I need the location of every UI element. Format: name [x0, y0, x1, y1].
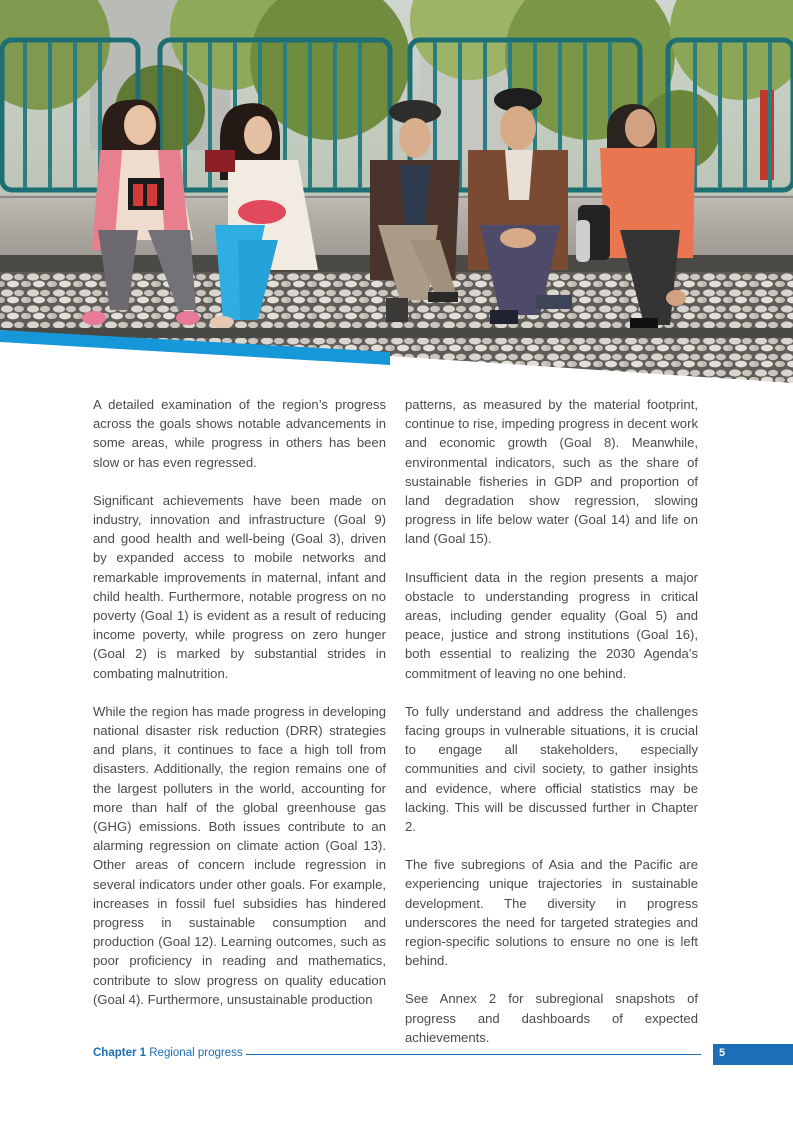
- paragraph: To fully understand and address the challenges facing groups in vulnerable situations, it is crucial to engage all stakeholders, especially communities and civil society, to gather insights and evidence, where official statistics may be lacking. This will be discussed further in Chapter 2.: [405, 703, 698, 835]
- hero-photo: [0, 0, 793, 383]
- footer-divider: [246, 1054, 701, 1055]
- paragraph: While the region has made progress in developing national disaster risk reduction (DRR) strategies and plans, it continues to face a high toll from disasters. Additionally, the region remains one of the largest polluters in the world, accounting for more than half of the global greenhouse gas (GHG) emissions. Both issues contribute to an alarming regression on climate action (Goal 13). Other areas of concern include regression in several indicators under other goals. For example, increases in fossil fuel subsidies has hindered progress in sustainable consumption and production (Goal 12). Learning outcomes, such as poor proficiency in reading and mathematics, contribute to slow progress on quality education (Goal 4). Furthermore, unsustainable production: [93, 703, 386, 1007]
- right-column: [405, 395, 698, 1047]
- paragraph: A detailed examination of the region’s progress across the goals shows notable advancements in some areas, while progress in others has been slow or has even regressed.: [93, 397, 386, 470]
- paragraph: See Annex 2 for subregional snapshots of progress and dashboards of expected achievements.: [405, 991, 698, 1045]
- page-footer: [0, 1044, 793, 1065]
- left-column: [93, 395, 386, 1009]
- photo-people-sitting-on-wall-icon: [0, 0, 793, 383]
- paragraph: Insufficient data in the region presents a major obstacle to understanding progress in critical areas, including gender equality (Goal 5) and peace, justice and strong institutions (Goal 16), both essential to realizing the 2030 Agenda’s commitment of leaving no one behind.: [405, 569, 698, 681]
- page-number-tab: [713, 1044, 793, 1065]
- page-number: 5: [719, 1047, 726, 1059]
- paragraph: patterns, as measured by the material footprint, continue to rise, impeding progress in decent work and economic growth (Goal 8). Meanwhile, environmental indicators, such as the share of sustainable fisheries in GDP and proportion of land degradation show regression, slowing progress in life below water (Goal 14) and life on land (Goal 15).: [405, 397, 698, 547]
- chapter-number: Chapter 1: [93, 1047, 147, 1059]
- chapter-title: Regional progress: [149, 1047, 243, 1059]
- paragraph: Significant achievements have been made on industry, innovation and infrastructure (Goal 9) and good health and well-being (Goal 3), driven by expanded access to mobile networks and remarkable improvements in maternal, infant and child health. Furthermore, notable progress on no poverty (Goal 1) is evident as a result of reducing income poverty, while progress on zero hunger (Goal 2) is marked by substantial strides in combating malnutrition.: [93, 492, 386, 681]
- chapter-label: [93, 1047, 243, 1059]
- paragraph: The five subregions of Asia and the Pacific are experiencing unique trajectories in sustainable development. The diversity in progress underscores the need for targeted strategies and region-specific solutions to ensure no one is left behind.: [405, 857, 698, 969]
